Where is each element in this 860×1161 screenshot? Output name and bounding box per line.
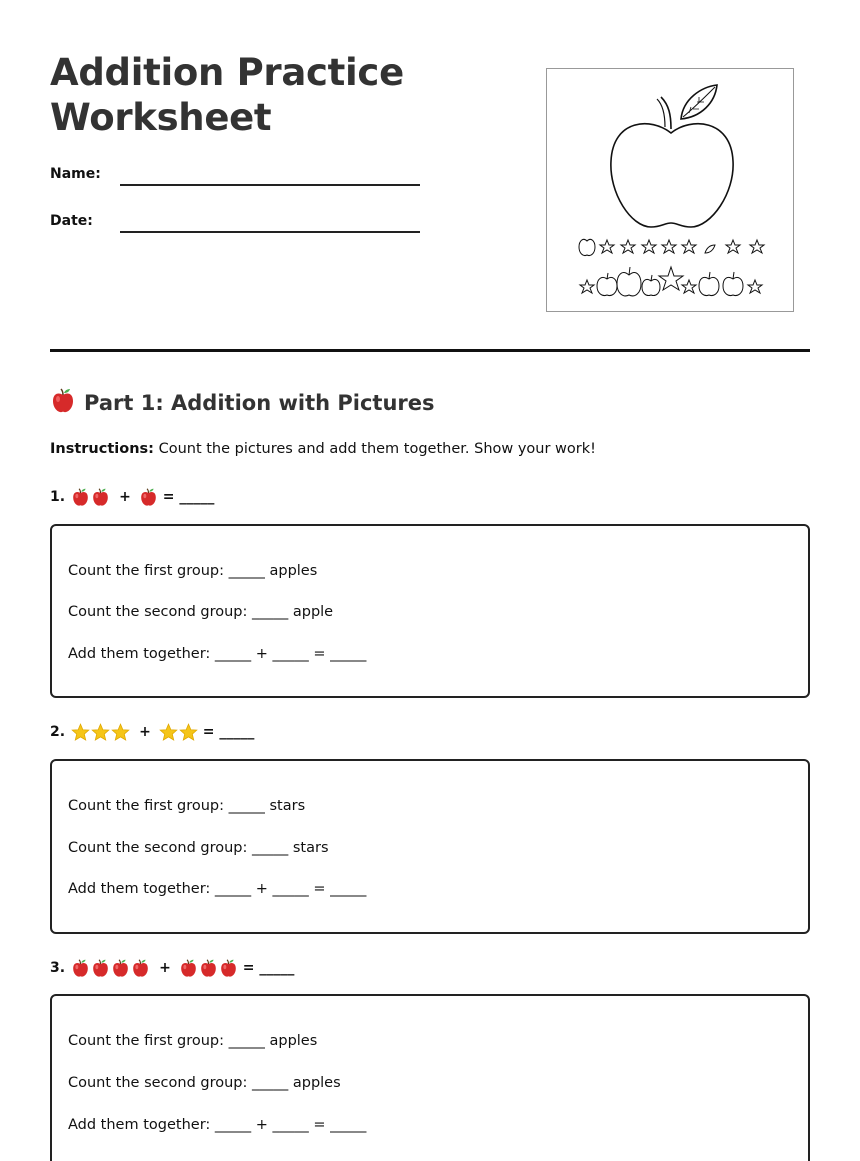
- star-icon: [159, 723, 178, 742]
- apple-icon: [71, 488, 90, 507]
- instructions-text: Count the pictures and add them together. Show your work!: [153, 441, 596, 457]
- problem-number: 3.: [50, 960, 66, 976]
- equals-blank: = _____: [202, 724, 255, 740]
- header-divider: [50, 349, 810, 352]
- apple-icon: [91, 488, 110, 507]
- plus-sign: +: [119, 489, 131, 505]
- count-second-line: Count the second group: _____ apples: [68, 1075, 341, 1091]
- equals-blank: = _____: [242, 960, 295, 976]
- count-second-line: Count the second group: _____ apple: [68, 604, 334, 620]
- work-box-3: [50, 994, 810, 1161]
- plus-sign: +: [159, 960, 171, 976]
- name-field: [50, 166, 420, 190]
- problem-group-2: [139, 488, 159, 507]
- problem-group-1: [71, 959, 151, 978]
- add-together-line: Add them together: _____ + _____ = _____: [68, 1117, 367, 1133]
- apple-icon: [139, 488, 158, 507]
- name-blank-line[interactable]: [120, 184, 420, 186]
- apple-icon: [179, 959, 198, 978]
- problem-group-1: [71, 488, 111, 507]
- count-second-line: Count the second group: _____ stars: [68, 840, 329, 856]
- apple-icon: [91, 959, 110, 978]
- instructions: [50, 441, 596, 457]
- star-icon: [111, 723, 130, 742]
- problem-2: [50, 721, 262, 743]
- problem-1: [50, 486, 222, 508]
- apple-icon: [199, 959, 218, 978]
- plus-sign: +: [139, 724, 151, 740]
- problem-3: [50, 957, 302, 979]
- add-together-line: Add them together: _____ + _____ = _____: [68, 881, 367, 897]
- date-label: Date:: [50, 213, 93, 229]
- count-first-line: Count the first group: _____ apples: [68, 1033, 318, 1049]
- problem-number: 1.: [50, 489, 66, 505]
- apple-icon: [111, 959, 130, 978]
- name-label: Name:: [50, 166, 101, 182]
- problem-group-2: [179, 959, 239, 978]
- problem-number: 2.: [50, 724, 66, 740]
- apple-outline-icon: [547, 69, 795, 313]
- equals-blank: = _____: [162, 489, 215, 505]
- work-box-2: [50, 759, 810, 934]
- star-icon: [71, 723, 90, 742]
- apple-icon: [71, 959, 90, 978]
- star-icon: [179, 723, 198, 742]
- count-first-line: Count the first group: _____ stars: [68, 798, 306, 814]
- instructions-label: Instructions:: [50, 441, 154, 457]
- star-icon: [91, 723, 110, 742]
- apple-clipart: [546, 68, 794, 312]
- problem-group-1: [71, 723, 131, 742]
- part1-title: Part 1: Addition with Pictures: [84, 391, 435, 415]
- add-together-line: Add them together: _____ + _____ = _____: [68, 646, 367, 662]
- work-box-1: [50, 524, 810, 698]
- count-first-line: Count the first group: _____ apples: [68, 563, 318, 579]
- date-blank-line[interactable]: [120, 231, 420, 233]
- worksheet-title: Addition Practice Worksheet: [50, 51, 404, 139]
- apple-icon: [131, 959, 150, 978]
- date-field: [50, 213, 420, 237]
- problem-group-2: [159, 723, 199, 742]
- apple-icon: [219, 959, 238, 978]
- part1-heading: [50, 388, 435, 419]
- apple-icon: [50, 388, 76, 419]
